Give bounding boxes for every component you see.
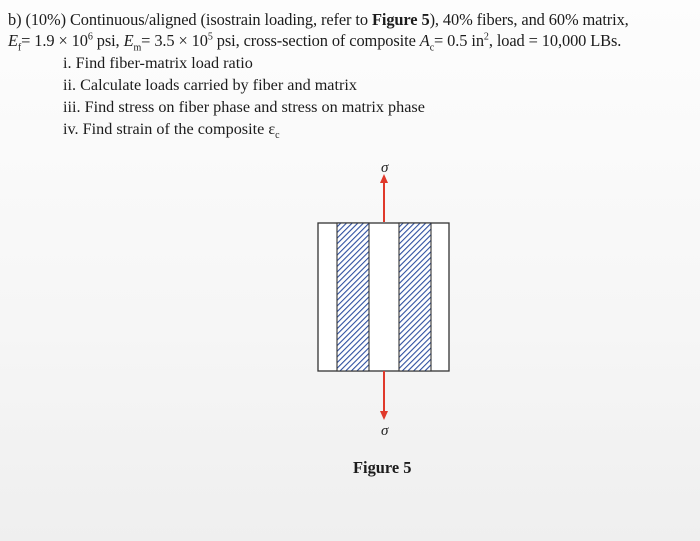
task-item (63, 118, 425, 147)
em-value: = 3.5 × 10 (141, 31, 208, 50)
part-label: b) (8, 10, 22, 29)
ef-value: = 1.9 × 10 (21, 31, 88, 50)
sigma-top-label: σ (381, 160, 389, 176)
ef-exponent: 6 (87, 31, 93, 43)
task-item-text: iv. Find strain of the composite ε (63, 120, 276, 138)
ef-symbol: E (8, 31, 18, 50)
figure-5-diagram (300, 150, 470, 450)
part-weight: (10%) (25, 10, 66, 29)
figure-reference: Figure 5 (371, 10, 430, 29)
ac-value: = 0.5 in (434, 31, 484, 50)
figure-caption: Figure 5 (353, 458, 412, 477)
task-item: i. Find fiber-matrix load ratio (63, 54, 253, 72)
task-item: iii. Find stress on fiber phase and stress on matrix phase (63, 98, 425, 116)
problem-line-1 (8, 9, 698, 30)
load-text: , load = 10,000 LBs. (488, 31, 622, 50)
task-list (63, 52, 425, 147)
ef-subscript: f (17, 42, 22, 54)
task-item: ii. Calculate loads carried by fiber and matrix (63, 76, 357, 94)
em-symbol: E (123, 31, 134, 50)
problem-intro: Continuous/aligned (isostrain loading, refer to (69, 10, 368, 29)
ef-unit: psi, (92, 31, 124, 50)
ac-subscript: c (429, 42, 435, 54)
strain-subscript: c (275, 130, 280, 142)
problem-line-2 (8, 30, 698, 54)
sigma-bottom-label: σ (381, 423, 389, 439)
ac-symbol: A (419, 31, 430, 50)
em-exponent: 5 (207, 31, 213, 43)
em-unit: psi, cross-section of composite (212, 31, 420, 50)
problem-statement (8, 9, 698, 54)
problem-intro-tail: ), 40% fibers, and 60% matrix, (429, 10, 629, 29)
ac-exponent: 2 (483, 31, 489, 43)
bottom-arrow-head (380, 411, 388, 420)
em-subscript: m (133, 42, 142, 54)
fiber-right (399, 223, 431, 371)
fiber-left (337, 223, 369, 371)
composite-diagram-svg (300, 150, 470, 450)
